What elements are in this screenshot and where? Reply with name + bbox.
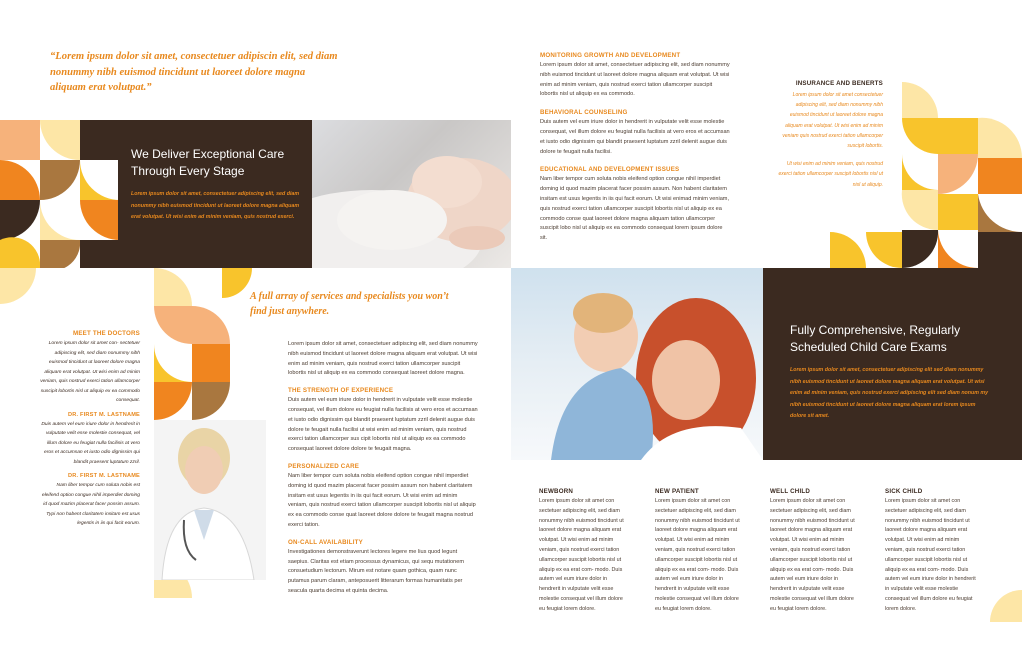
exams-banner-body: Lorem ipsum dolor sit amet, consectetuer adipiscing elit sed diam nonummy nibh euismod tincidunt ut laoreet dolore magna aliquam erat volutpat. Ut wisi enim ad minim veniam, quis nostrud exerci adipiscing elit sed diam nonum my nibh euismod tincidunt ut laoreet dolore magna aliquam erat lorem ipsum dolore sit amet. — [790, 367, 989, 419]
section-heading: MONITORING GROWTH AND DEVELOPMENT — [540, 52, 681, 59]
section-body: Duis autem vel eum iriure dolor in hendrerit in vulputate velit esse molestie consequat, vel illum dolore eu feugiat nulla facilisis at vero eros et accumsan et iusto odio dignissim qui blandit praesent luptatum zzril delenit augue duis dolore te feugait nulla facilisi. — [540, 119, 730, 155]
banner-title: We Deliver Exceptional Care Through Every Stage — [131, 147, 285, 178]
geometric-pattern-left — [0, 120, 120, 268]
doctor-1-name: DR. FIRST M. LASTNAME — [68, 411, 140, 418]
baby-photo — [312, 120, 511, 268]
section-body: Investigationes demonstraverunt lectores legere me lius quod legunt saepius. Claritas est etiam processus dynamicus, qui sequ mutationem consuetudium lectorum. Mirum est notare quam gothica, quam nunc putamus parum claram, anteposuerit litterarum formas humanitatis per seacula quarta decima et quinta decima. — [288, 548, 464, 594]
mother-child-photo — [511, 268, 763, 460]
insurance-heading: INSURANCE AND BENERTS — [795, 80, 883, 87]
section-body: Nam liber tempor cum soluta nobis eleifend option congue nihil imperdiet doming id quod mazim placerat facer possim assum. Non habent claritatem insitam est usus legentis in iis qui facit eorum. Ut wisi enimad minim veniam, quis nostrud exerci tation ullamcorper suscipit lobortis nisl ut aliquip ex ea commodo conse quat laoreet dolore magna aliquam tation ullamcorper suscipit lobo nisl ut aliquip ex ea commodo consequat lorem ipsum dolore sit. — [540, 176, 730, 242]
exam-column-newborn — [539, 488, 629, 615]
column-body: Lorem ipsum dolor sit amet con sectetuer adipiscing elit, sed diam nonummy nibh euismod tincidunt ut laoreet dolore magna aliquam erat volutpat. Ut wisi enim ad minim veniam, quis nostrud exerci tation ullamcorper suscipit lobortis nisl ut aliquip ex ea erat com- modo. Duis autem vel eum iriure dolor in hendrerit in vulputate velit esse molestie consequat vel illum dolore eu feugiat lorem dolore. — [885, 498, 976, 612]
care-banner — [118, 120, 312, 268]
column-body: Lorem ipsum dolor sit amet con sectetuer adipiscing elit, sed diam nonummy nibh euismod tincidunt ut laoreet dolore magna aliquam erat volutpat. Ut wisi enim ad minim veniam, quis nostrud exerci tation ullamcorper suscipit lobortis nisl ut aliquip ex ea erat com- modo. Duis autem vel eum iriure dolor in hendrerit in vulputate velit esse molestie consequat vel illum dolore eu feugiat lorem dolore. — [655, 498, 740, 612]
top-middle-column — [540, 52, 730, 244]
exams-banner — [763, 268, 1022, 460]
exam-column-sick-child — [885, 488, 977, 615]
doctor-photo — [154, 420, 266, 580]
section-heading: ON-CALL AVAILABILITY — [288, 538, 363, 546]
doctors-heading: MEET THE DOCTORS — [72, 330, 140, 337]
section-body: Lorem ipsum dolor sit amet, consectetuer adipiscing elit, sed diam nonummy nibh euismod tincidunt ut laoreet dolore magna aliquam erat volutpat. Ut wisi enim ad minim veniam, quis nostrud exerci tation ullamcorper suscipit lobortis nisl ut aliquip ex ea commodo. — [540, 62, 730, 98]
section-body: Nam liber tempor cum soluta nobis eleifend option congue nihil imperdiet doming id quod mazim placerat facer possim assum non habent claritatem insitam est usus legentis in iis qui facit eorum. Ut wisi enim ad minim veniam, quis nostrud exerci tation ullamcorper suscipit lobortis nisl ut aliquip ex ea commodo conse quat laoreet dolore dolore te feugait magna nostrud exerci tation. — [288, 472, 476, 528]
corner-shape-right — [990, 590, 1022, 630]
doctors-block — [40, 330, 140, 529]
services-tagline: A full array of services and specialists you won’t find just anywhere. — [250, 291, 449, 317]
doctor-2-name: DR. FIRST M. LASTNAME — [68, 473, 140, 479]
exam-column-well-child — [770, 488, 860, 615]
column-heading: WELL CHILD — [770, 488, 811, 495]
bottom-middle-column — [288, 340, 478, 597]
section-heading: PERSONALIZED CARE — [288, 462, 360, 470]
insurance-body-2: Ut wisi enim ad minim veniam, quis nostrud exerci tation ullamcorper suscipit lobortis nisl ut nisl ut aliquip. — [778, 161, 883, 188]
opening-quote: “Lorem ipsum dolor sit amet, consectetuer adipiscin elit, sed diam nonummy nibh euismod tincidunt ut laoreet dolore magna aliquam erat volutpat.” — [50, 51, 338, 93]
exams-banner-title: Fully Comprehensive, Regularly Scheduled Child Care Exams — [790, 323, 961, 354]
column-heading: SICK CHILD — [885, 488, 923, 495]
intro-body: Lorem ipsum dolor sit amet, consectetuer adipiscing elit, sed diam nonummy nibh euismod tincidunt ut laoreet dolore magna aliquam erat volutpat. Ut wisi enim ad minim veniam, quis nostrud exerci tation ullamcorper suscipit lobortis nisl ut aliquip ex ea commodo consequat laoreet dolore magna. — [288, 341, 478, 377]
section-heading: EDUCATIONAL AND DEVELOPMENT ISSUES — [540, 166, 680, 174]
corner-shape-left — [0, 268, 42, 304]
column-body: Lorem ipsum dolor sit amet con sectetuer adipiscing elit, sed diam nonummy nibh euismod tincidunt ut laoreet dolore magna aliquam erat volutpat. Ut wisi enim ad minim veniam, quis nostrud exerci tation ullamcorper suscipit lobortis nisl ut aliquip ex ea erat com- modo. Duis autem vel eum iriure dolor in hendrerit in vulputate velit esse molestie consequat vel illum dolore eu feugiat lorem dolore. — [770, 498, 855, 612]
section-body: Duis autem vel eum iriure dolor in hendrerit in vulputate velit esse molestie consequat, vel illum dolore eu feugiat nulla facilisis at vero eros et accumsan et iusto odio dignissim qui blandit praesent luptatum zzril delenit augue duis dolore te feugait nulla facilisi ut wisi enim ad minim veniam, quis nostrud exerci tation ullamcorper sus cipit lobortis nisl ut aliquip ex ea commodo consequat laoreet dolore dolore te feugait magna. — [288, 397, 478, 453]
doctors-body: Lorem ipsum dolor sit amet con- sectetuer adipiscing elit, sed diam nonummy nibh euismod tincidunt ut laoreet dolore magna aliquam erat volutpat. Ut wisi enim ad minim veniam, quis nostrud exerci tation ullamcorper suscipit lobortis nisl ut aliquip ex ea commodo consequat. — [40, 341, 140, 403]
section-heading: BEHAVIORAL COUNSELING — [540, 109, 628, 117]
column-body: Lorem ipsum dolor sit amet con sectetuer adipiscing elit, sed diam nonummy nibh euismod tincidunt ut laoreet dolore magna aliquam erat volutpat. Ut wisi enim ad minim veniam, quis nostrud exerci tation ullamcorper suscipit lobortis nisl ut aliquip ex ea erat com- modo. Duis autem vel eum iriure dolor in hendrerit in vulputate velit esse molestie consequat vel illum dolore eu feugiat lorem dolore. — [539, 498, 624, 612]
doctor-2-body: Nam liber tempor cum soluta nobis est eleifend option congue nihil imperdiet doming id quod mazim placerat facer possim assum. Typi non habent claritatem insitam est usus legentis in iis qui facit eorum. — [41, 483, 140, 526]
column-heading: NEWBORN — [539, 488, 574, 495]
column-heading: NEW PATIENT — [655, 488, 699, 495]
doctor-1-body: Duis autem vel eum iriure dolor in hendrerit in vulputate velit esse molestie consequat, vel illum dolore eu feugiat nulla facilisis at vero eros et accumsan et iusto odio dignissim qui blandit praesent luptatum zzril. — [41, 421, 140, 465]
banner-body: Lorem ipsum dolor sit amet, consectetuer adipiscing elit, sed diam nonummy nibh euismod tincidunt ut laoreet dolore magna aliquam erat volutpat. Ut wisi enim ad minim veniam, quis nostrud exerci. — [131, 191, 300, 220]
section-heading: THE STRENGTH OF EXPERIENCE — [288, 387, 394, 395]
exam-column-new-patient — [655, 488, 745, 615]
insurance-body: Lorem ipsum dolor sit amet consectetuer adipiscing elit, sed diam nonummy nibh euismod tincidunt ut laoreet dolore magna aliquam erat volutpat. Ut wisi enim ad minim veniam quis nostrud exerci tation ullamcorper suscipit lobortis. — [782, 92, 883, 150]
